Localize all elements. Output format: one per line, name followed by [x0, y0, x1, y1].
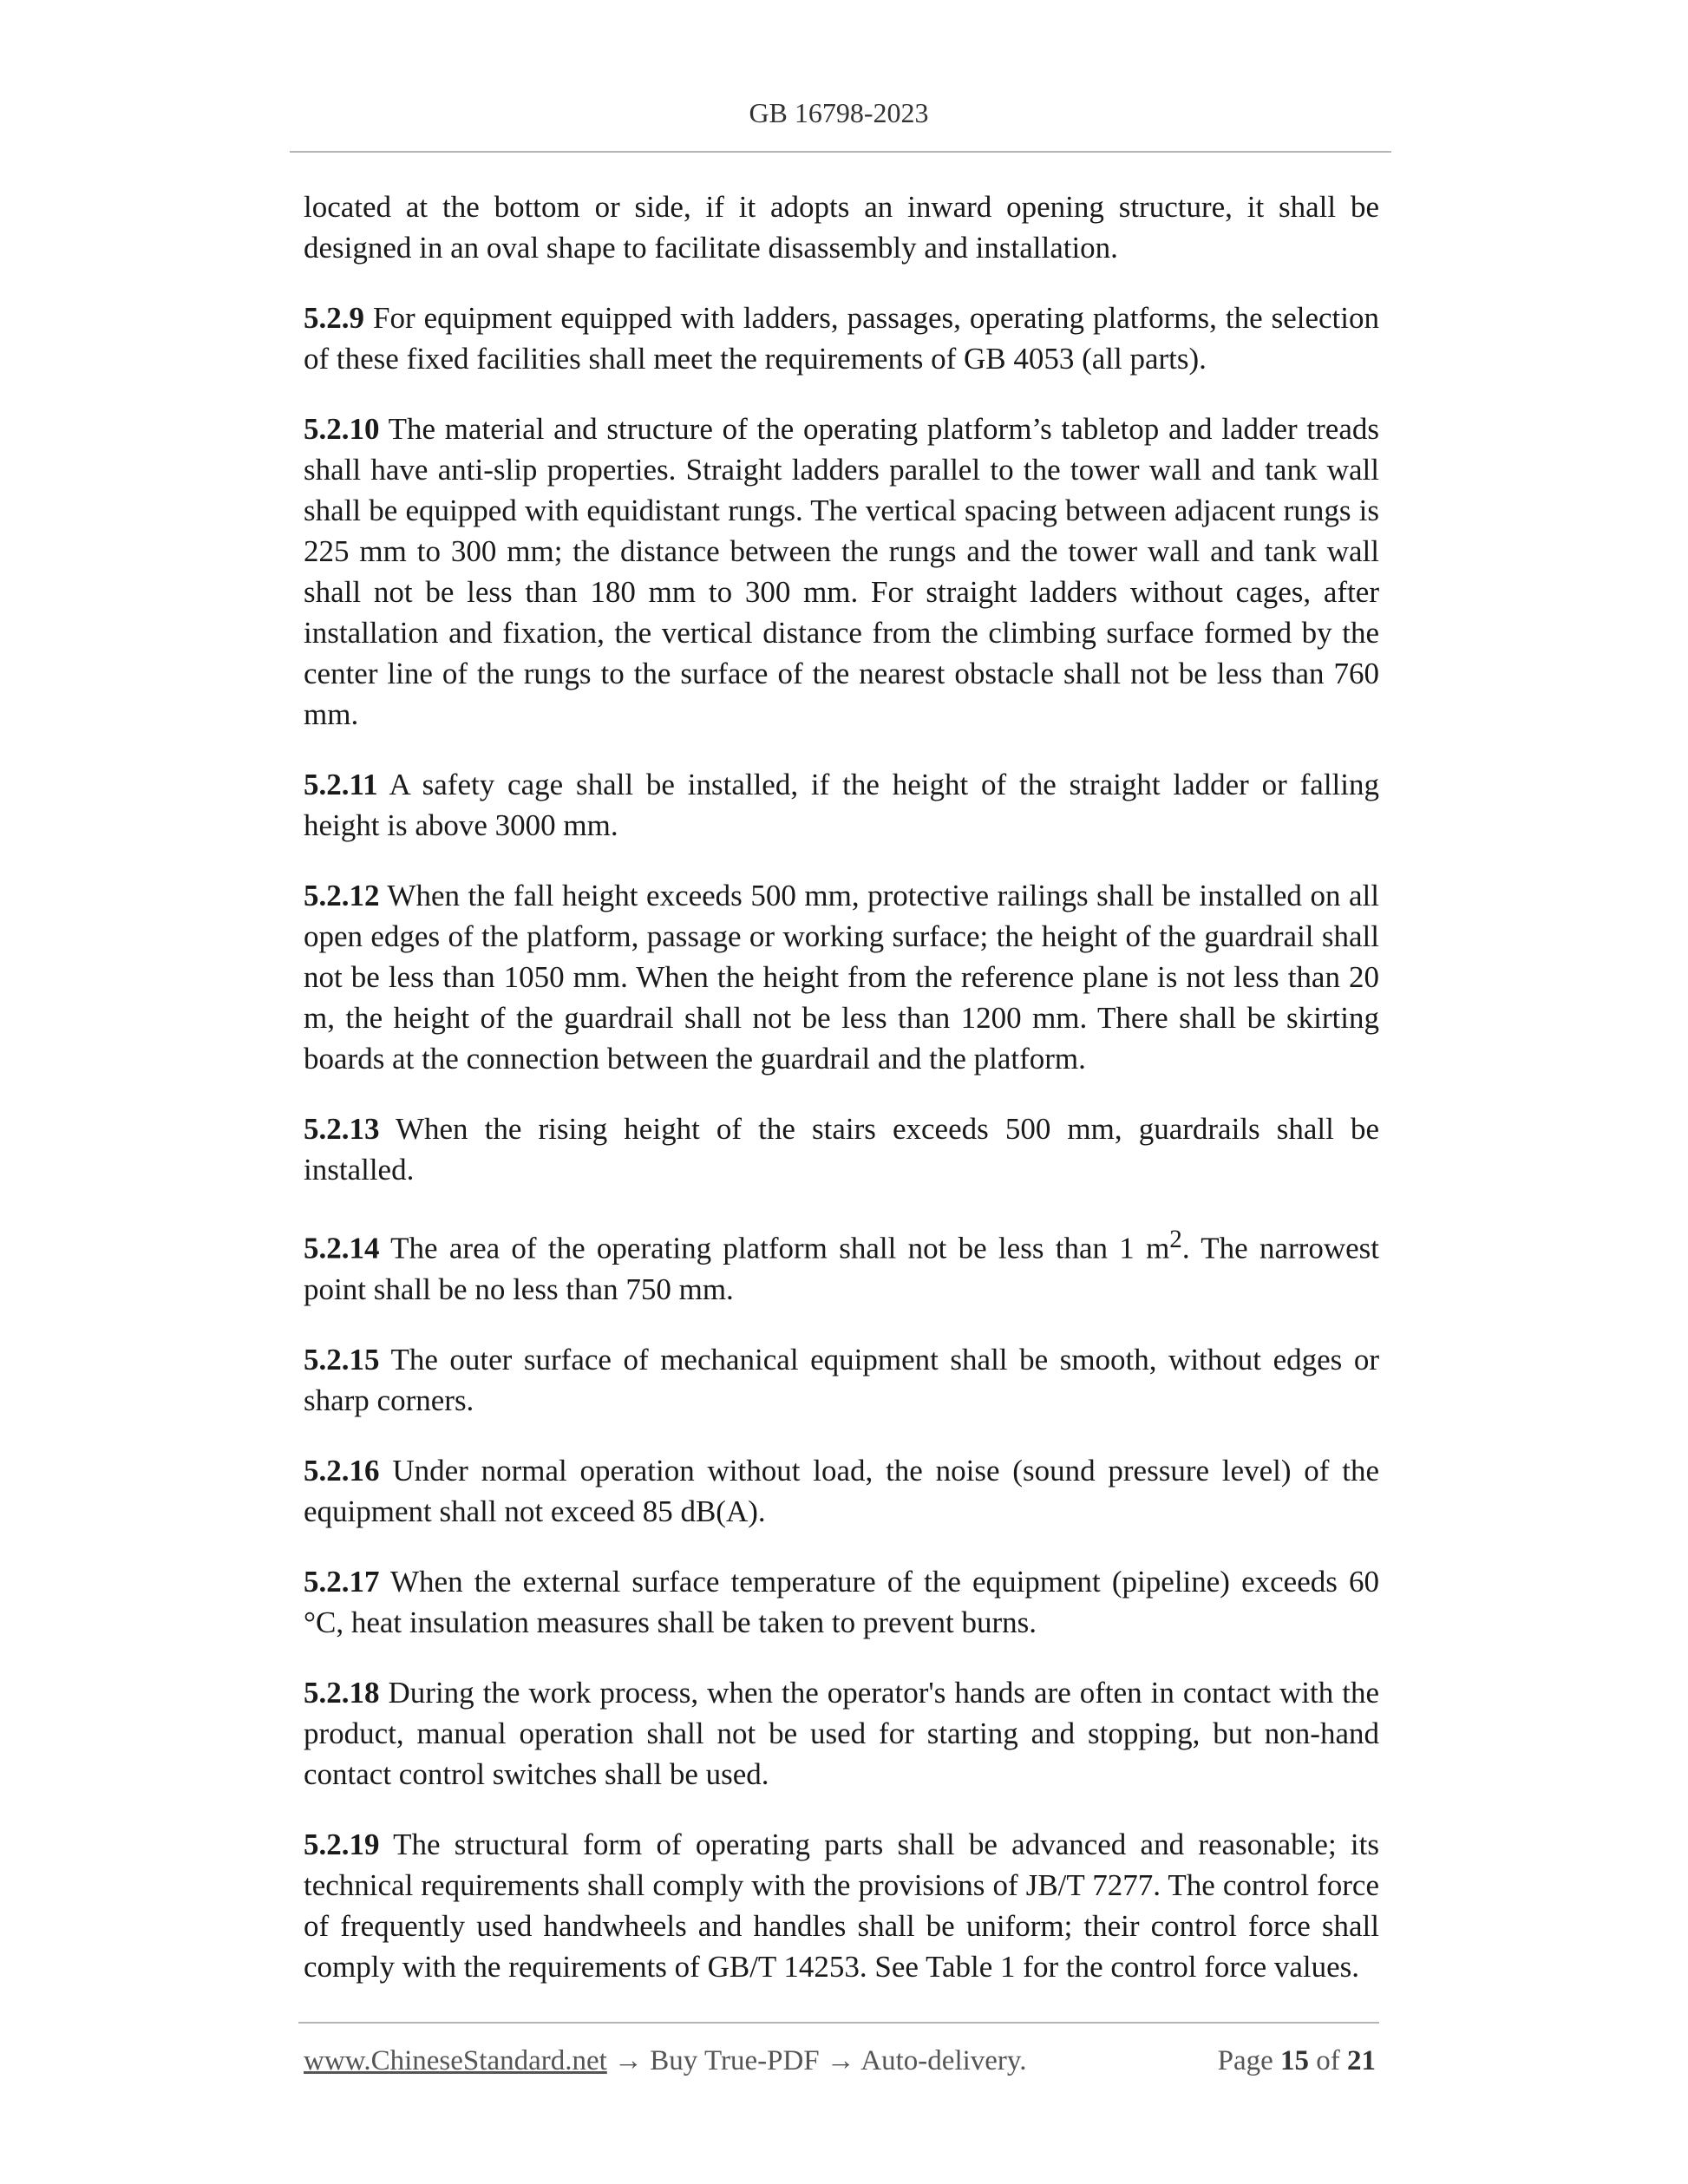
clause-text: During the work process, when the operator's hands are often in contact with the product, manual operation shall not be used for starting and stopping, but non-hand contact control switches shall be used.: [304, 1675, 1380, 1791]
clause-text: A safety cage shall be installed, if the height of the straight ladder or falling height is above 3000 mm.: [304, 768, 1379, 842]
clause-5-2-14: [304, 1220, 1379, 1310]
page-total: 21: [1347, 2045, 1376, 2076]
clause-5-2-18: [304, 1672, 1379, 1795]
clause-5-2-19: [304, 1824, 1379, 1987]
page-of-label: of: [1316, 2045, 1340, 2076]
promo-text: → Buy True-PDF → Auto-delivery.: [614, 2045, 1027, 2076]
clause-text: When the rising height of the stairs exceeds 500 mm, guardrails shall be installed.: [304, 1112, 1379, 1187]
clause-number: 5.2.18: [304, 1675, 380, 1710]
clause-text: When the external surface temperature of the equipment (pipeline) exceeds 60 °C, heat insulation measures shall be taken to prevent burns.: [304, 1564, 1379, 1639]
clause-text: The material and structure of the operating platform’s tabletop and ladder treads shall have anti-slip properties. Straight ladders parallel to the tower wall and tank wall shall be equipped with equidistant rungs. The vertical spacing between adjacent rungs is 225 mm to 300 mm; the distance between the rungs and the tower wall and tank wall shall not be less than 180 mm to 300 mm. For straight ladders without cages, after installation and fixation, the vertical distance from the climbing surface formed by the center line of the rungs to the surface of the nearest obstacle shall not be less than 760 mm.: [304, 412, 1379, 731]
page-header-title: GB 16798-2023: [749, 97, 929, 128]
clause-5-2-12: [304, 875, 1379, 1079]
clause-5-2-11: [304, 764, 1379, 846]
clause-5-2-15: [304, 1339, 1379, 1421]
paragraph-text: located at the bottom or side, if it adopts an inward opening structure, it shall be designed in an oval shape to facilitate disassembly and installation.: [304, 190, 1379, 265]
clause-text: For equipment equipped with ladders, passages, operating platforms, the selection of these fixed facilities shall meet the requirements of GB 4053 (all parts).: [304, 301, 1380, 376]
page-current: 15: [1280, 2045, 1309, 2076]
clause-5-2-17: [304, 1561, 1379, 1643]
clause-number: 5.2.9: [304, 301, 364, 335]
clause-number: 5.2.10: [304, 412, 380, 446]
clause-number: 5.2.17: [304, 1564, 380, 1599]
clause-number: 5.2.13: [304, 1112, 380, 1146]
superscript: 2: [1169, 1226, 1182, 1253]
clause-number: 5.2.12: [304, 879, 380, 912]
clause-number: 5.2.19: [304, 1827, 380, 1861]
clause-text-after: . The narrowest point shall be no less than 750 mm.: [304, 1231, 1379, 1306]
clause-text: Under normal operation without load, the noise (sound pressure level) of the equipment shall not exceed 85 dB(A).: [304, 1453, 1380, 1528]
clause-5-2-13: [304, 1108, 1379, 1190]
page-indicator: [1218, 2045, 1376, 2077]
clause-number: 5.2.14: [304, 1231, 380, 1265]
clause-5-2-9: [304, 298, 1379, 379]
footer-promo: [304, 2045, 1027, 2077]
clause-number: 5.2.16: [304, 1453, 380, 1488]
header-divider: [290, 151, 1391, 153]
clause-text: When the fall height exceeds 500 mm, protective railings shall be installed on all open edges of the platform, passage or working surface; the height of the guardrail shall not be less than 1050 mm. When the height from the reference plane is not less than 20 m, the height of the guardrail shall not be less than 1200 mm. There shall be skirting boards at the connection between the guardrail and the platform.: [304, 879, 1380, 1076]
clause-text: The area of the operating platform shall not be less than 1 m: [390, 1231, 1170, 1265]
document-body: [304, 186, 1379, 2017]
page-label: Page: [1217, 2045, 1273, 2076]
clause-text: The outer surface of mechanical equipment shall be smooth, without edges or sharp corners.: [304, 1342, 1379, 1417]
website-link[interactable]: www.ChineseStandard.net: [304, 2045, 607, 2076]
clause-number: 5.2.15: [304, 1342, 380, 1376]
footer-divider: [298, 2022, 1379, 2024]
clause-5-2-10: [304, 409, 1379, 735]
clause-text: The structural form of operating parts shall be advanced and reasonable; its technical requirements shall comply with the provisions of JB/T 7277. The control force of frequently used handwheels and handles shall be uniform; their control force shall comply with the requirements of GB/T 14253. See Table 1 for the control force values.: [304, 1827, 1379, 1984]
clause-5-2-16: [304, 1450, 1379, 1532]
clause-number: 5.2.11: [304, 768, 378, 801]
paragraph-continuation: [304, 186, 1379, 268]
